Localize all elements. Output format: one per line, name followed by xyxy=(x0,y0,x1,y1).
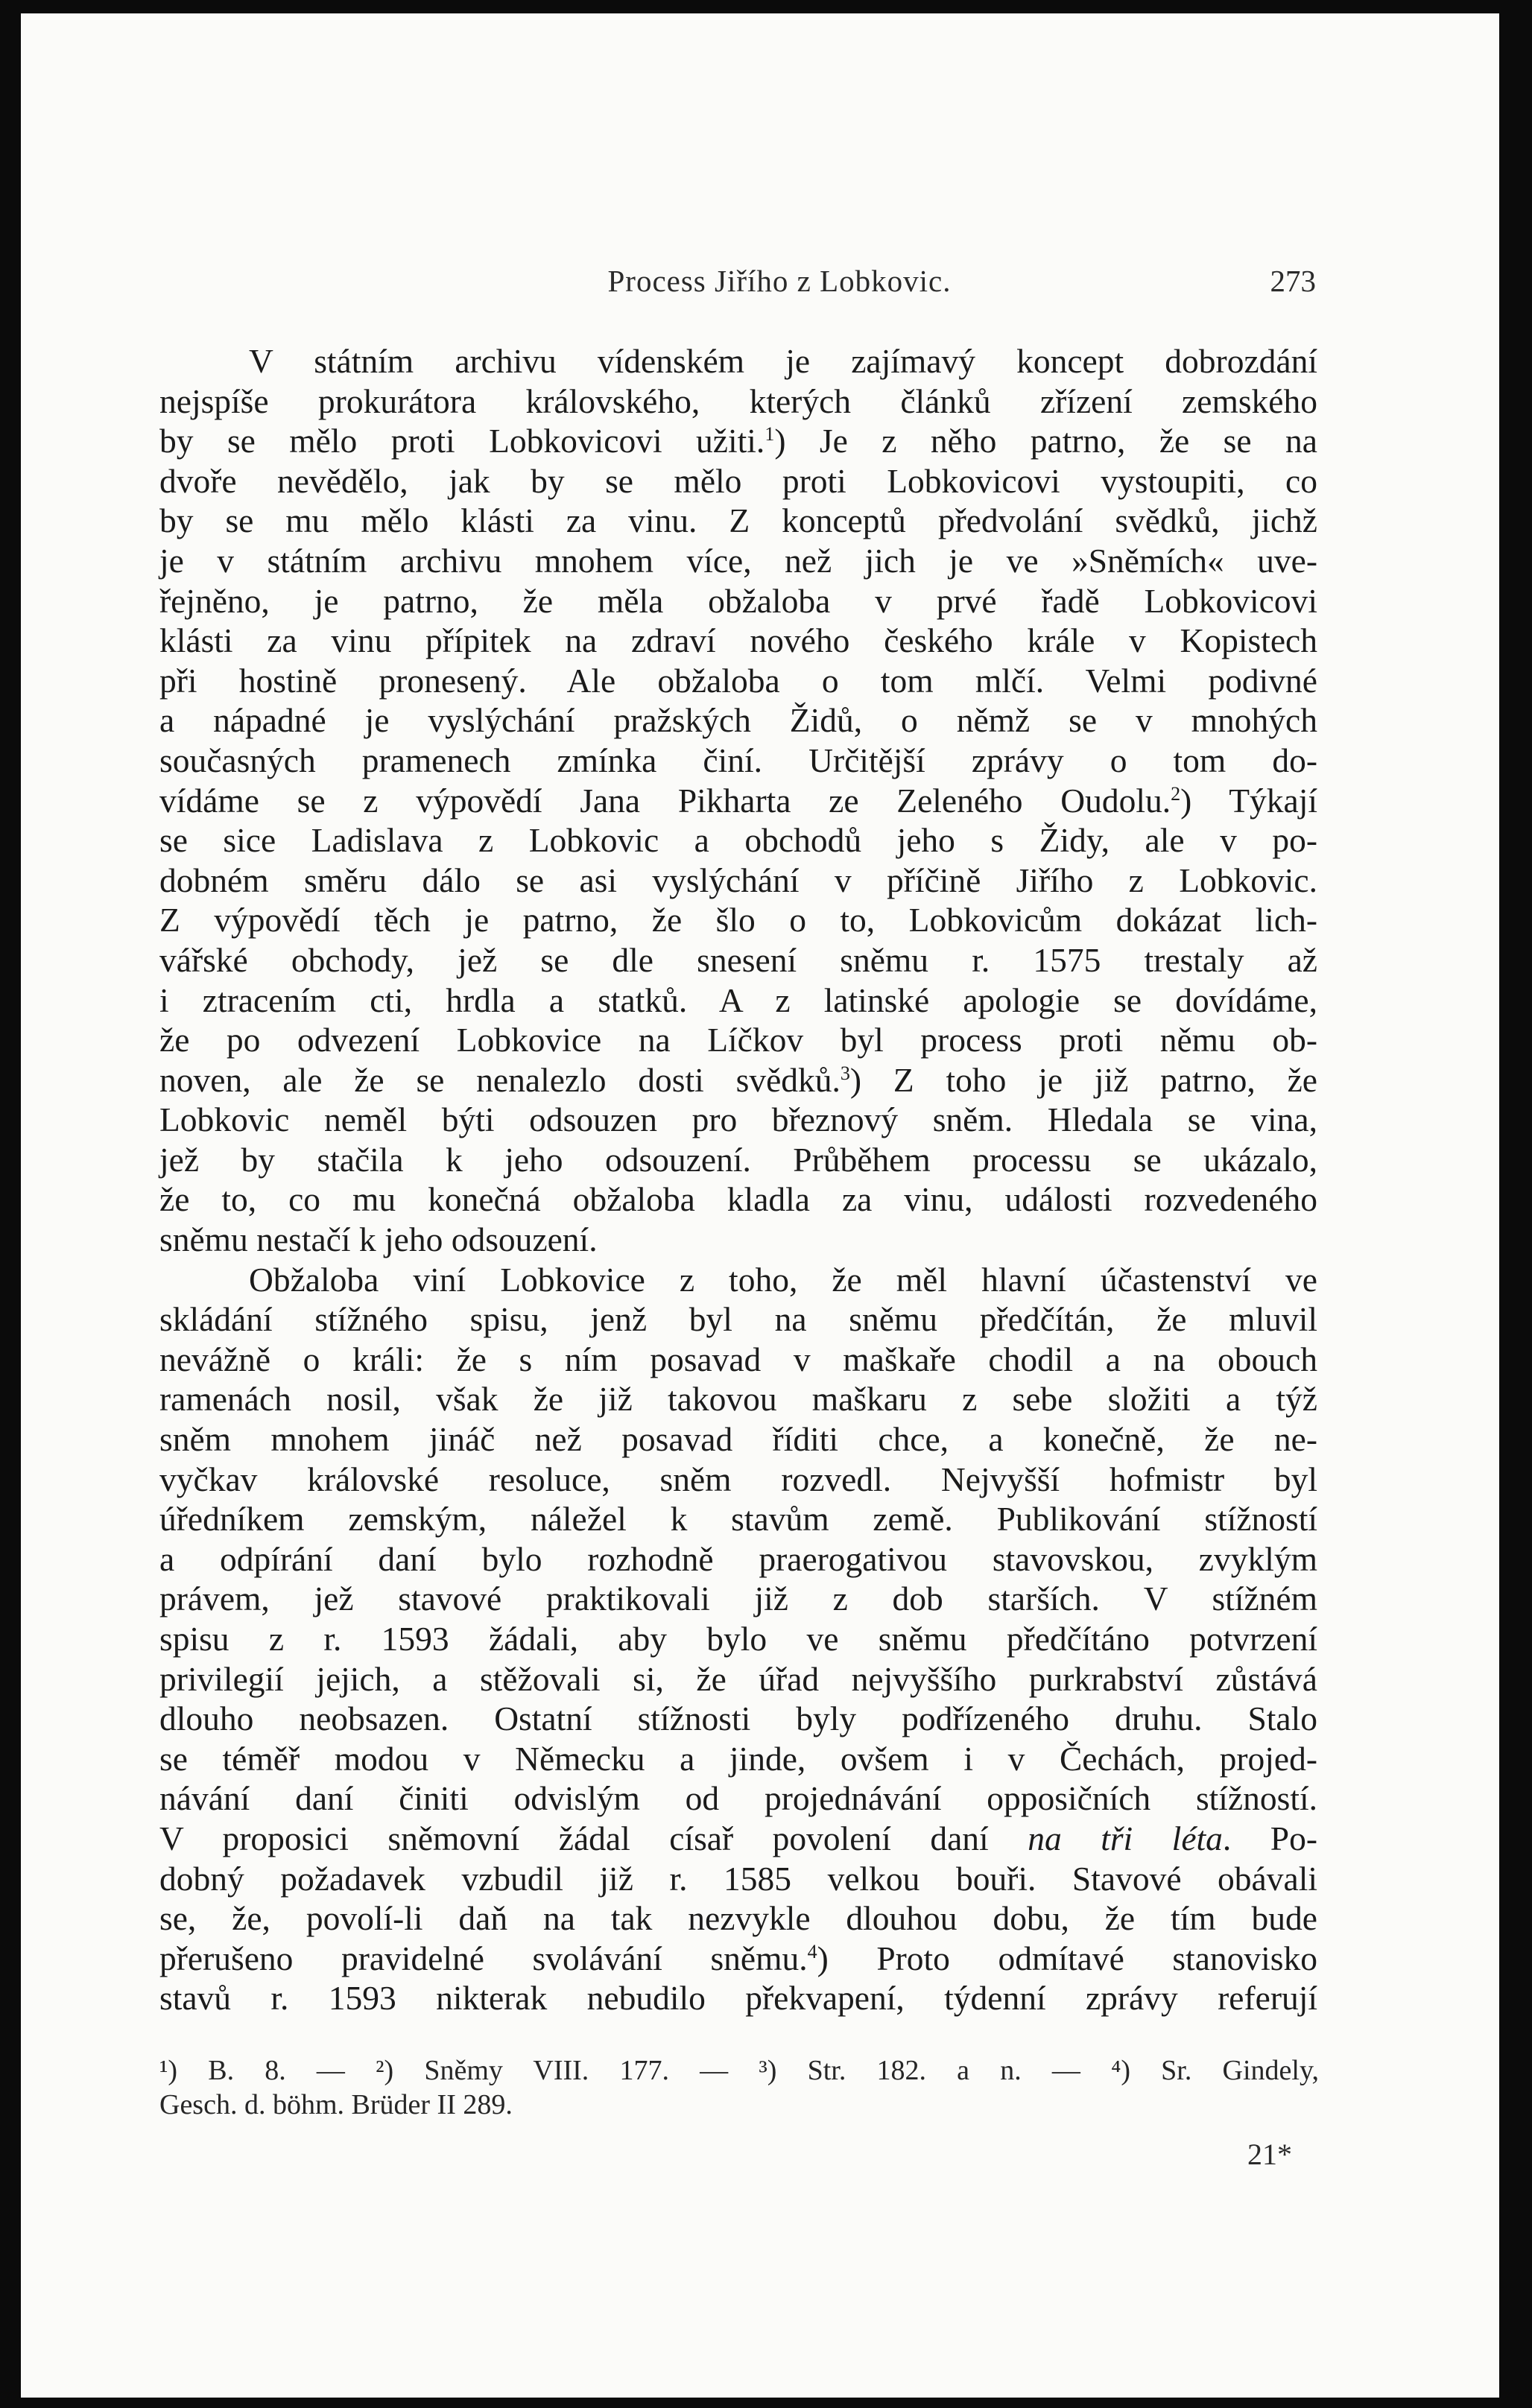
text-line: Z výpovědí těch je patrno, že šlo o to, Lobkovicům dokázat lich- xyxy=(159,901,1317,940)
text-line: spisu z r. 1593 žádali, aby bylo ve sněmu předčítáno potvrzení xyxy=(159,1620,1317,1658)
text-line: dobný požadavek vzbudil již r. 1585 velkou bouři. Stavové obávali xyxy=(159,1859,1317,1898)
text-line: by se mu mělo klásti za vinu. Z konceptů předvolání svědků, jichž xyxy=(159,501,1317,540)
text-line: nejspíše prokurátora královského, kterých článků zřízení zemského xyxy=(159,381,1317,420)
text-line: úředníkem zemským, náležel k stavům země. Publikování stížností xyxy=(159,1500,1317,1539)
text-line: nevážně o králi: že s ním posavad v maškaře chodil a na obouch xyxy=(159,1340,1317,1378)
text-line: přerušeno pravidelné svolávání sněmu.$^4$) Proto odmítavé stanovisko xyxy=(159,1939,1317,1977)
text-line: že to, co mu konečná obžaloba kladla za vinu, události rozvedeného xyxy=(159,1180,1317,1219)
text-line: ramenách nosil, však že již takovou maškaru z sebe složiti a týž xyxy=(159,1380,1317,1419)
text-line: řejněno, je patrno, že měla obžaloba v prvé řadě Lobkovicovi xyxy=(159,581,1317,620)
signature-mark: 21* xyxy=(1247,2138,1292,2171)
text-line: vídáme se z výpovědí Jana Pikharta ze Zeleného Oudolu.$^2$) Týkají xyxy=(159,781,1318,820)
text-line: stavů r. 1593 nikterak nebudilo překvapení, týdenní zprávy referují xyxy=(159,1979,1317,2018)
text-line: je v státním archivu mnohem více, než jich je ve »Sněmích« uve- xyxy=(159,541,1317,580)
text-line: V státním archivu vídenském je zajímavý koncept dobrozdání xyxy=(249,342,1317,380)
footnote-ref: 3 xyxy=(840,1062,850,1084)
text-line: a odpírání daní bylo rozhodně praerogativou stavovskou, zvyklým xyxy=(159,1539,1317,1578)
page-number: 273 xyxy=(1270,264,1316,298)
text-line: privilegií jejich, a stěžovali si, že úřad nejvyššího purkrabství zůstává xyxy=(159,1659,1317,1698)
body-text xyxy=(159,341,1317,2018)
text-line: právem, jež stavové praktikovali již z dob starších. V stížném xyxy=(159,1580,1317,1618)
text-line: současných pramenech zmínka činí. Určitější zprávy o tom do- xyxy=(159,741,1317,779)
text-line: i ztracením cti, hrdla a statků. A z latinské apologie se dovídáme, xyxy=(159,980,1317,1019)
text-line: se téměř modou v Německu a jinde, ovšem i v Čechách, projed- xyxy=(159,1739,1317,1778)
footnote-line: Gesch. d. böhm. Brüder II 289. xyxy=(159,2089,513,2120)
text-line: při hostině pronesený. Ale obžaloba o tom mlčí. Velmi podivné xyxy=(159,661,1317,700)
footnote-ref: 1 xyxy=(765,423,775,446)
italic-phrase: na tři léta xyxy=(1028,1819,1223,1857)
footnote-ref: 2 xyxy=(1171,782,1181,805)
text-line: se, že, povolí-li daň na tak nezvykle dlouhou dobu, že tím bude xyxy=(159,1899,1317,1938)
running-title: Process Jiřího z Lobkovic. xyxy=(607,264,952,298)
footnote-line: ¹) B. 8. — ²) Sněmy VIII. 177. — ³) Str. 182. a n. — ⁴) Sr. Gindely, xyxy=(159,2055,1319,2086)
text-line: dlouho neobsazen. Ostatní stížnosti byly podřízeného druhu. Stalo xyxy=(159,1699,1317,1738)
text-line: by se mělo proti Lobkovicovi užiti.$^1$) Je z něho patrno, že se na xyxy=(159,422,1317,460)
text-line: sněmu nestačí k jeho odsouzení. xyxy=(159,1220,598,1259)
text-line: Obžaloba viní Lobkovice z toho, že měl hlavní účastenství ve xyxy=(249,1260,1317,1299)
text-line: a nápadné je vyslýchání pražských Židů, o němž se v mnohých xyxy=(159,701,1317,740)
text-line: jež by stačila k jeho odsouzení. Průběhem processu se ukázalo, xyxy=(159,1140,1317,1179)
text-line: vyčkav královské resoluce, sněm rozvedl. Nejvyšší hofmistr byl xyxy=(159,1460,1317,1498)
text-line: skládání stížného spisu, jenž byl na sněmu předčítán, že mluvil xyxy=(159,1300,1317,1339)
text-line: dobném směru dálo se asi vyslýchání v příčině Jiřího z Lobkovic. xyxy=(159,861,1317,899)
book-page xyxy=(21,13,1499,2398)
text-line: Lobkovic neměl býti odsouzen pro březnový sněm. Hledala se vina, xyxy=(159,1100,1317,1139)
text-line: vářské obchody, jež se dle snesení sněmu r. 1575 trestaly až xyxy=(159,940,1317,979)
footnotes xyxy=(159,2053,1319,2122)
text-line: klásti za vinu přípitek na zdraví nového českého krále v Kopistech xyxy=(159,621,1317,660)
text-line: noven, ale že se nenalezlo dosti svědků.$^3$) Z toho je již patrno, že xyxy=(159,1060,1317,1099)
text-line: návání daní činiti odvislým od projednávání opposičních stížností. xyxy=(159,1779,1317,1818)
text-line: sněm mnohem jináč než posavad říditi chce, a konečně, že ne- xyxy=(159,1420,1317,1459)
text-line: se sice Ladislava z Lobkovic a obchodů jeho s Židy, ale v po- xyxy=(159,821,1317,860)
text-line: dvoře nevědělo, jak by se mělo proti Lobkovicovi vystoupiti, co xyxy=(159,461,1317,500)
text-line: V proposici sněmovní žádal císař povolení daní na tři léta. Po- xyxy=(159,1819,1317,1857)
text-line: že po odvezení Lobkovice na Líčkov byl process proti němu ob- xyxy=(159,1021,1317,1059)
footnote-ref: 4 xyxy=(807,1940,817,1962)
page-header xyxy=(21,263,1499,308)
